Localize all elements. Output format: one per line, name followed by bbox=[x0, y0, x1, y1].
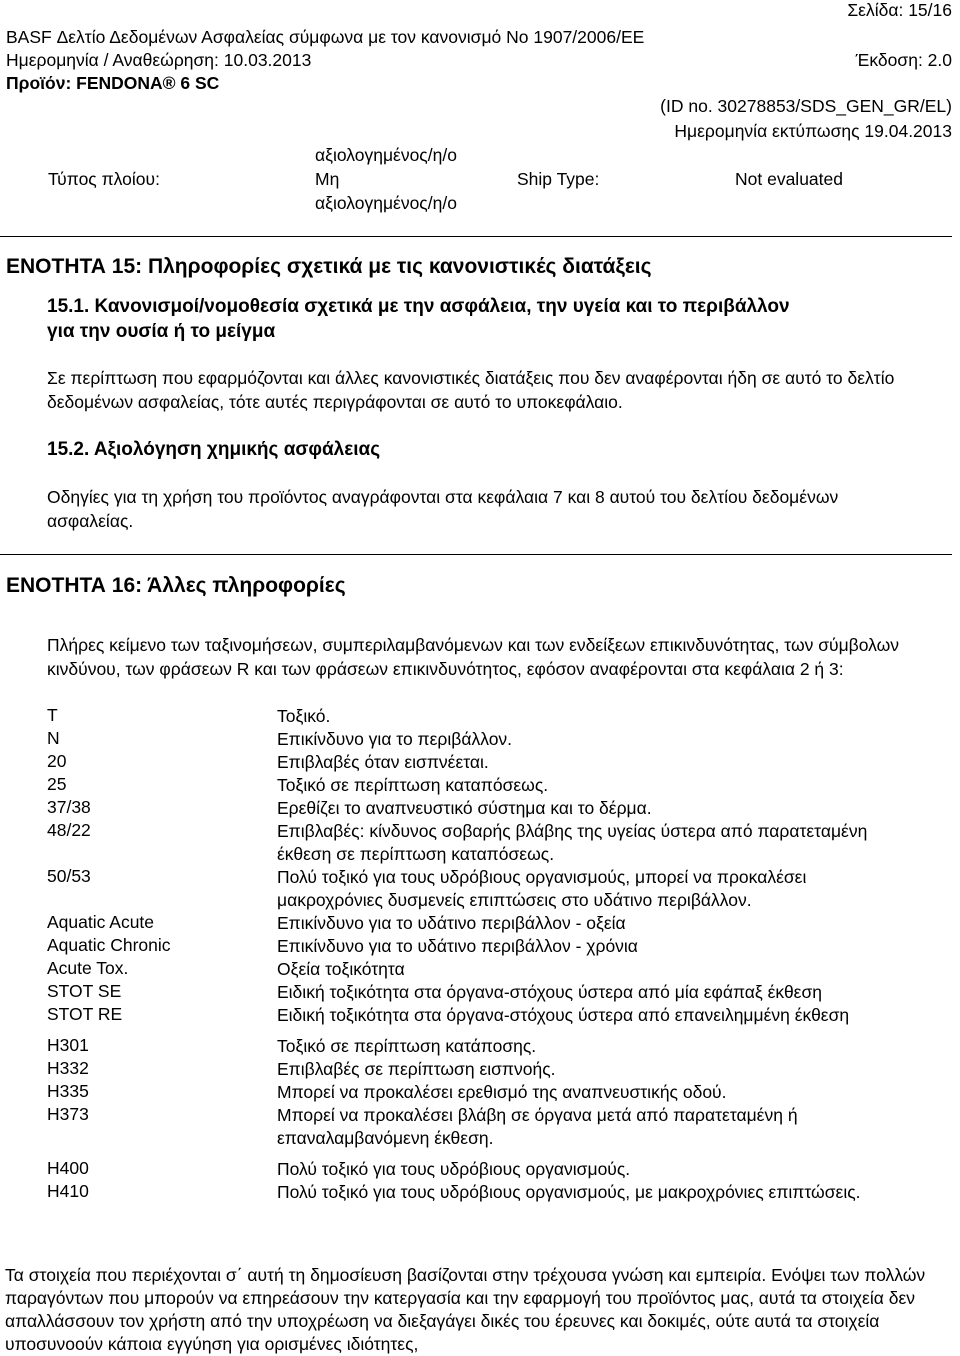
phrase-text: Ειδική τοξικότητα στα όργανα-στόχους ύστερα από επανειλημμένη έκθεση bbox=[277, 1005, 850, 1025]
phrase-code: H410 bbox=[47, 1181, 89, 1201]
phrase-text: Πολύ τοξικό για τους υδρόβιους οργανισμούς, με μακροχρόνιες επιπτώσεις. bbox=[277, 1182, 861, 1202]
phrase-text: Πολύ τοξικό για τους υδρόβιους οργανισμούς, μπορεί να προκαλέσει μακροχρόνιες δυσμενείς επιπτώσεις στο υδάτινο περιβάλλον. bbox=[277, 867, 807, 910]
phrase-text: Τοξικό σε περίπτωση κατάποσης. bbox=[277, 1036, 537, 1056]
phrase-code: 20 bbox=[47, 751, 67, 771]
phrase-row bbox=[47, 1104, 947, 1150]
phrase-code: STOT RE bbox=[47, 1004, 123, 1024]
phrase-code: H373 bbox=[47, 1104, 89, 1124]
phrase-text: Επικίνδυνο για το περιβάλλον. bbox=[277, 729, 513, 749]
phrase-code: STOT SE bbox=[47, 981, 122, 1001]
phrase-code: H335 bbox=[47, 1081, 89, 1101]
disclaimer-text: Τα στοιχεία που περιέχονται σ΄ αυτή τη δημοσίευση βασίζονται στην τρέχουσα γνώση και εμπειρία. Ενόψει των πολλών παραγόντων που μπορούν να επηρεάσουν την κατεργασία και την εφαρμογή του προϊόντος μας, αυτά τα στοιχεία δεν απαλλάσσουν τον χρήστη από την υποχρέωση να διεξαγάγει δικές του έρευνες και δοκιμές, ούτε αυτά τα στοιχεία υποσυνοούν κάποια εγγύηση για ορισμένες ιδιότητες, bbox=[5, 1265, 926, 1354]
section16-intro: Πλήρες κείμενο των ταξινομήσεων, συμπεριλαμβανόμενων και των ενδείξεων επικινδυνότητας, των σύμβολων κινδύνου, των φράσεων R και των φράσεων επικινδυνότητος, εφόσον αναφέρονται στα κεφάλαια 2 ή 3: bbox=[47, 635, 900, 679]
phrase-text: Ερεθίζει το αναπνευστικό σύστημα και το δέρμα. bbox=[277, 798, 652, 818]
phrase-row bbox=[47, 1181, 947, 1204]
phrase-code: N bbox=[47, 728, 60, 748]
version: Έκδοση: 2.0 bbox=[855, 50, 952, 70]
phrase-code: T bbox=[47, 705, 58, 725]
phrase-row bbox=[47, 820, 947, 866]
phrase-code: Acute Tox. bbox=[47, 958, 129, 978]
phrase-text: Επιβλαβές όταν εισπνέεται. bbox=[277, 752, 489, 772]
phrase-code: H301 bbox=[47, 1035, 89, 1055]
phrase-code: 48/22 bbox=[47, 820, 91, 840]
phrase-code: H400 bbox=[47, 1158, 89, 1178]
revision-date: Ημερομηνία / Αναθεώρηση: 10.03.2013 bbox=[6, 50, 312, 70]
ship-value-line3: αξιολογημένος/η/ο bbox=[315, 193, 457, 213]
section15-1-heading-line1: 15.1. Κανονισμοί/νομοθεσία σχετικά με την ασφάλεια, την υγεία και το περιβάλλον bbox=[47, 296, 790, 317]
phrase-code: Aquatic Acute bbox=[47, 912, 155, 932]
phrase-text: Τοξικό. bbox=[277, 706, 331, 726]
phrase-code: Aquatic Chronic bbox=[47, 935, 171, 955]
phrase-row bbox=[47, 728, 947, 751]
page-number: Σελίδα: 15/16 bbox=[847, 0, 952, 20]
phrase-row bbox=[47, 1035, 947, 1058]
section16-heading: ΕΝΟΤΗΤΑ 16: Άλλες πληροφορίες bbox=[6, 574, 346, 597]
phrase-row bbox=[47, 774, 947, 797]
phrase-code: 37/38 bbox=[47, 797, 91, 817]
section15-1-text: Σε περίπτωση που εφαρμόζονται και άλλες κανονιστικές διατάξεις που δεν αναφέρονται ήδη σε αυτό το δελτίο δεδομένων ασφαλείας, τότε αυτές περιγράφονται σε αυτό το υποκεφάλαιο. bbox=[47, 368, 895, 412]
phrase-row bbox=[47, 1058, 947, 1081]
ship-type-en-value: Not evaluated bbox=[735, 169, 843, 189]
phrase-row bbox=[47, 958, 947, 981]
ship-type-en-label: Ship Type: bbox=[517, 169, 600, 189]
ship-type-label: Τύπος πλοίου: bbox=[48, 169, 160, 189]
phrase-text: Ειδική τοξικότητα στα όργανα-στόχους ύστερα από μία εφάπαξ έκθεση bbox=[277, 982, 823, 1002]
section-divider bbox=[0, 236, 952, 237]
section15-2-text: Οδηγίες για τη χρήση του προϊόντος αναγράφονται στα κεφάλαια 7 και 8 αυτού του δελτίου δεδομένων ασφαλείας. bbox=[47, 487, 839, 531]
phrase-text: Μπορεί να προκαλέσει βλάβη σε όργανα μετά από παρατεταμένη ή επαναλαμβανόμενη έκθεση. bbox=[277, 1105, 798, 1148]
section15-heading: ΕΝΟΤΗΤΑ 15: Πληροφορίες σχετικά με τις κανονιστικές διατάξεις bbox=[6, 255, 652, 278]
phrase-code: H332 bbox=[47, 1058, 89, 1078]
phrase-row bbox=[47, 1081, 947, 1104]
document-title: BASF Δελτίο Δεδομένων Ασφαλείας σύμφωνα με τον κανονισμό Νο 1907/2006/ΕΕ bbox=[6, 27, 645, 47]
product-name: Προϊόν: FENDONA® 6 SC bbox=[6, 73, 220, 93]
print-date: Ημερομηνία εκτύπωσης 19.04.2013 bbox=[674, 121, 952, 141]
phrase-text: Επικίνδυνο για το υδάτινο περιβάλλον - χρόνια bbox=[277, 936, 638, 956]
phrase-row bbox=[47, 1158, 947, 1181]
phrase-text: Πολύ τοξικό για τους υδρόβιους οργανισμούς. bbox=[277, 1159, 631, 1179]
phrase-row bbox=[47, 751, 947, 774]
phrase-text: Τοξικό σε περίπτωση καταπόσεως. bbox=[277, 775, 549, 795]
phrase-text: Επικίνδυνο για το υδάτινο περιβάλλον - οξεία bbox=[277, 913, 626, 933]
phrase-row bbox=[47, 866, 947, 912]
section-divider bbox=[0, 554, 952, 555]
phrase-text: Μπορεί να προκαλέσει ερεθισμό της αναπνευστικής οδού. bbox=[277, 1082, 727, 1102]
phrase-row bbox=[47, 705, 947, 728]
phrase-row bbox=[47, 1004, 947, 1027]
phrase-row bbox=[47, 981, 947, 1004]
section15-2-heading: 15.2. Αξιολόγηση χημικής ασφάλειας bbox=[47, 439, 381, 460]
phrase-list bbox=[47, 705, 947, 1204]
phrase-row bbox=[47, 797, 947, 820]
phrase-code: 50/53 bbox=[47, 866, 91, 886]
ship-value-line1: αξιολογημένος/η/ο bbox=[315, 145, 457, 165]
phrase-text: Οξεία τοξικότητα bbox=[277, 959, 405, 979]
id-number: (ID no. 30278853/SDS_GEN_GR/EL) bbox=[660, 96, 952, 116]
phrase-code: 25 bbox=[47, 774, 67, 794]
section15-1-heading-line2: για την ουσία ή το μείγμα bbox=[47, 321, 276, 342]
phrase-row bbox=[47, 935, 947, 958]
phrase-text: Επιβλαβές σε περίπτωση εισπνοής. bbox=[277, 1059, 556, 1079]
ship-value-line2: Μη bbox=[315, 169, 340, 189]
phrase-text: Επιβλαβές: κίνδυνος σοβαρής βλάβης της υγείας ύστερα από παρατεταμένη έκθεση σε περίπτωση καταπόσεως. bbox=[277, 821, 868, 864]
phrase-row bbox=[47, 912, 947, 935]
